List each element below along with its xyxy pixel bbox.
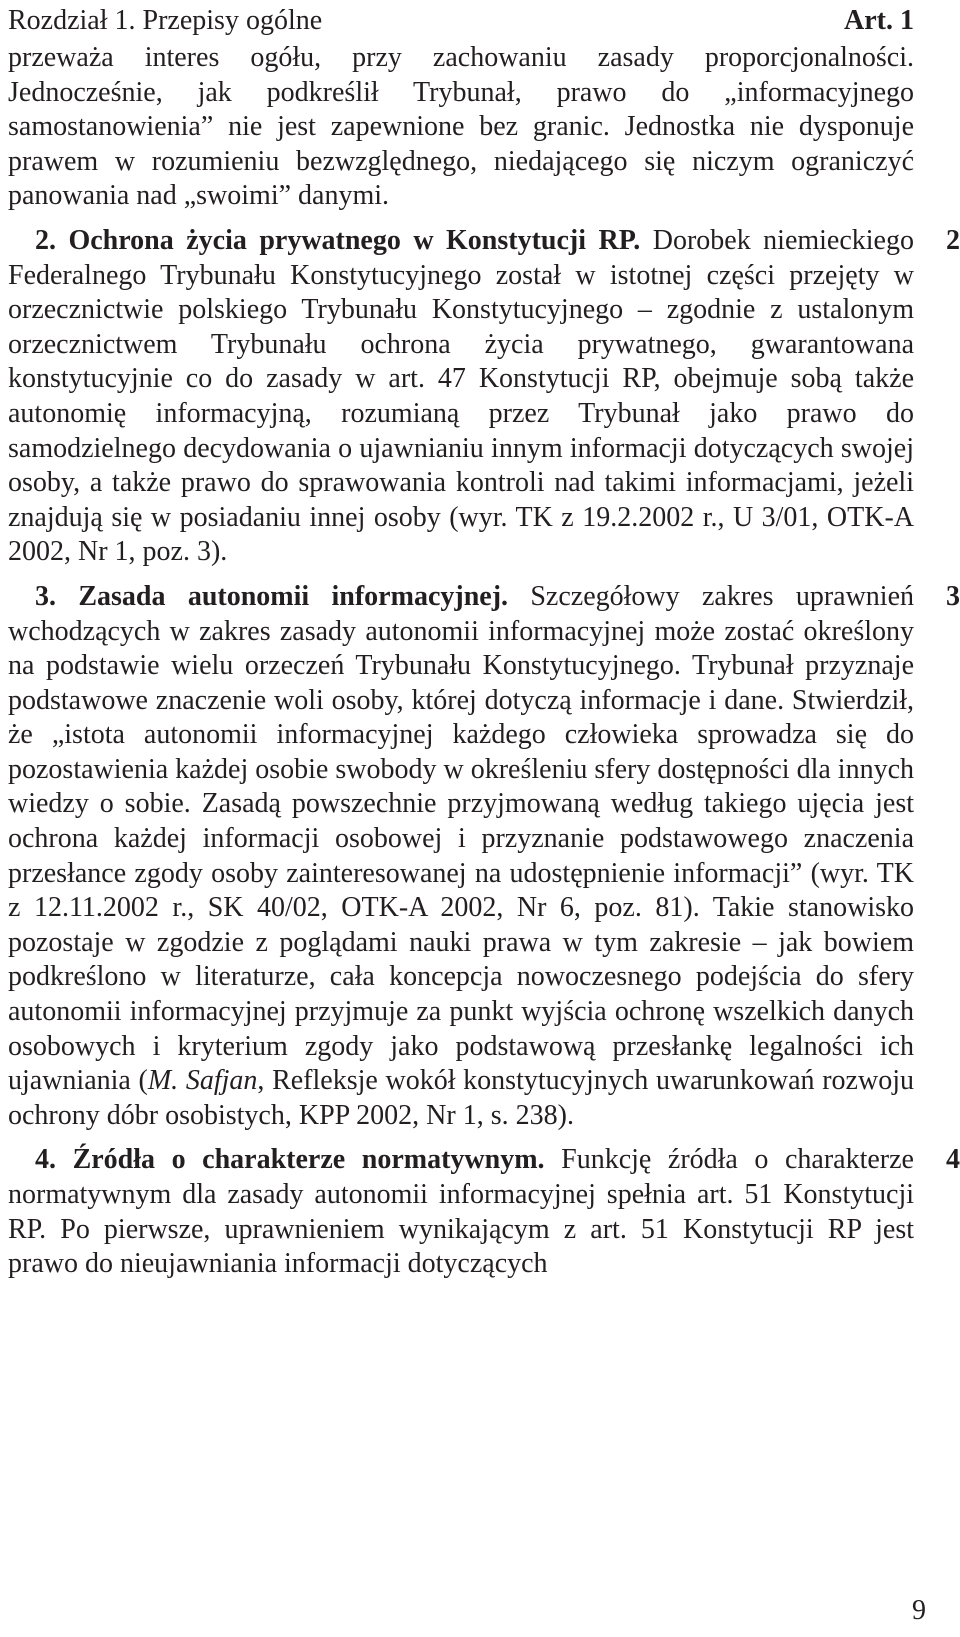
paragraph-heading: 4. Źródła o charakterze normatywnym. <box>35 1144 545 1176</box>
margin-number: 3 <box>946 580 960 612</box>
margin-number: 2 <box>946 224 960 256</box>
page-body <box>8 41 960 1282</box>
paragraph-text: Szczegółowy zakres uprawnień wchodzących w zakres zasady autonomii informacyjnej może zostać określony na podstawie wielu orzeczeń Trybunału Konstytucyjnego. Trybunał przyznaje podstawowe znaczenie woli osoby, której dotyczą informacje i dane. Stwierdził, że „istota autonomii informacyjnej każdego człowieka sprowadza się do pozostawienia każdej osobie swobody w określeniu sfery dostępności dla innych wiedzy o sobie. Zasadą powszechnie przyjmowaną według takiego ujęcia jest ochrona każdej informacji osobowej i przyznanie podstawowego znaczenia przesłance zgody osoby zainteresowanej na udostępnienie informacji” (wyr. TK z 12.11.2002 r., SK 40/02, OTK-A 2002, Nr 6, poz. 81). Takie stanowisko pozostaje w zgodzie z poglądami nauki prawa w tym zakresie – jak bowiem podkreślono w literaturze, cała koncepcja nowoczesnego podejścia do sfery autonomii informacyjnej przyjmuje za punkt wyjścia ochronę wszelkich danych osobowych i kryterium zgody jako podstawową przesłankę legalności ich ujawniania ( <box>8 580 914 1097</box>
paragraph-2 <box>8 224 960 570</box>
cited-author: M. Safjan <box>147 1065 258 1097</box>
margin-number: 4 <box>946 1144 960 1176</box>
paragraph-text: Funkcję źródła o charakterze normatywnym dla zasady autonomii informacyjnej spełnia art. 51 Konstytucji RP. Po pierwsze, uprawnieniem wynikającym z art. 51 Konstytucji RP jest prawo do nieujawniania informacji dotyczących <box>8 1144 914 1280</box>
paragraph-heading: 3. Zasada autonomii informacyjnej. <box>35 580 509 612</box>
paragraph-text: Dorobek niemieckiego Federalnego Trybunału Konstytucyjnego został w istotnej części przejęty w orzecznictwie polskiego Trybunału Konstytucyjnego – zgodnie z ustalonym orzecznictwem Trybunału ochrona życia prywatnego, gwarantowana konstytucyjnie co do zasady w art. 47 Konstytucji RP, obejmuje sobą także autonomię informacyjną, rozumianą przez Trybunał jako prawo do samodzielnego decydowania o ujawnianiu innym informacji dotyczących swojej osoby, a także prawo do sprawowania kontroli nad takimi informacjami, jeżeli znajdują się w posiadaniu innej osoby (wyr. TK z 19.2.2002 r., U 3/01, OTK-A 2002, Nr 1, poz. 3). <box>8 224 914 568</box>
intro-paragraph: przeważa interes ogółu, przy zachowaniu zasady proporcjonalności. Jednocześnie, jak podkreślił Trybunał, prawo do „informacyjnego samostanowienia” nie jest zapewnione bez granic. Jednostka nie dysponuje prawem w rozumieniu bezwzględnego, niedającego się niczym ograniczyć panowania nad „swoimi” danymi. <box>8 42 914 212</box>
chapter-title: Rozdział 1. Przepisy ogólne <box>8 5 323 36</box>
page-number: 9 <box>912 1595 926 1626</box>
citation-text: , Refleksje wokół konstytucyjnych uwarunkowań rozwoju ochrony dóbr osobistych, KPP 2002, Nr 1, s. 238). <box>8 1065 914 1131</box>
running-header <box>8 4 914 38</box>
paragraph-heading: 2. Ochrona życia prywatnego w Konstytucji RP. <box>35 224 641 256</box>
paragraph-3 <box>8 580 960 1134</box>
paragraph-4 <box>8 1143 960 1281</box>
article-label: Art. 1 <box>844 5 914 36</box>
